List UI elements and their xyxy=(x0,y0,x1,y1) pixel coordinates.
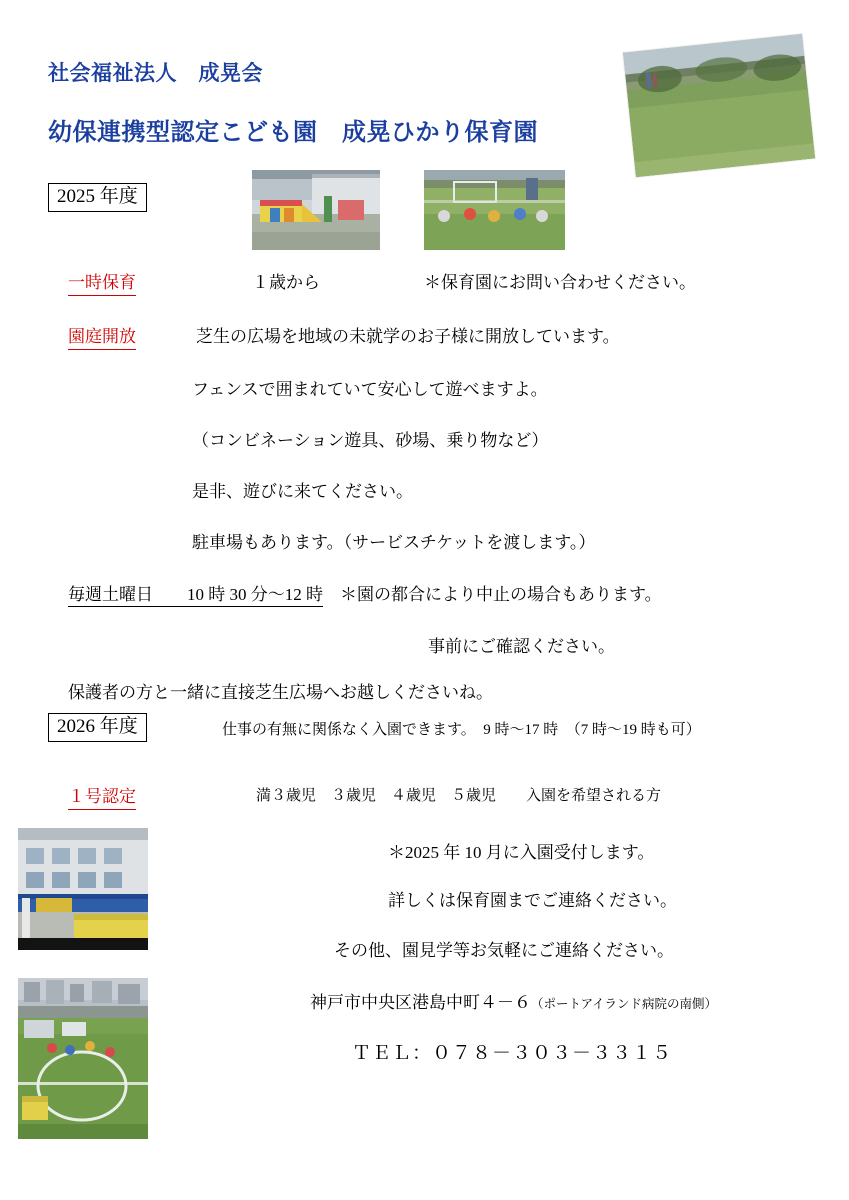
schedule-day: 毎週土曜日 xyxy=(68,585,153,607)
temporary-care-age: １歳から xyxy=(252,273,320,292)
nursery-building-photo xyxy=(18,828,148,950)
year-2026-label: 2026 年度 xyxy=(48,713,147,742)
yard-open-label: 園庭開放 xyxy=(68,322,136,350)
temporary-care-label: 一時保育 xyxy=(68,268,136,296)
schedule-note: ＊園の都合により中止の場合もあります。 xyxy=(340,585,662,604)
playground-equipment-photo xyxy=(252,170,380,250)
yard-open-closing: 保護者の方と一緒に直接芝生広場へお越しくださいね。 xyxy=(68,683,493,702)
yard-open-line-4: 是非、遊びに来てください。 xyxy=(192,482,413,501)
telephone: ＴＥＬ：０７８－３０３－３３１５ xyxy=(352,1043,673,1064)
ichigo-ages: 満３歳児 ３歳児 ４歳児 ５歳児 入園を希望される方 xyxy=(256,788,662,804)
year-2025-label: 2025 年度 xyxy=(48,183,147,212)
yard-open-line-2: フェンスで囲まれていて安心して遊べますよ。 xyxy=(192,380,548,399)
year-2026-intro: 仕事の有無に関係なく入園できます。 9 時～17 時 （7 時～19 時も可） xyxy=(222,722,701,738)
yard-open-line-5: 駐車場もあります。（サービスチケットを渡します。） xyxy=(192,533,596,552)
schedule-time: 10 時 30 分～12 時 xyxy=(187,585,323,607)
address-note: （ポートアイランド病院の南側） xyxy=(531,997,718,1011)
nursery-yard-photo xyxy=(18,978,148,1139)
org-name: 社会福祉法人 成晃会 xyxy=(48,61,263,85)
year-2026-line-3: その他、園見学等お気軽にご連絡ください。 xyxy=(334,941,674,960)
yard-open-line-1: 芝生の広場を地域の未就学のお子様に開放しています。 xyxy=(196,327,620,346)
grass-field-photo xyxy=(623,34,815,177)
page-title: 幼保連携型認定こども園 成晃ひかり保育園 xyxy=(48,120,538,146)
temporary-care-note: ＊保育園にお問い合わせください。 xyxy=(424,273,696,292)
address xyxy=(310,988,717,1013)
yard-open-schedule xyxy=(68,580,662,605)
ichigo-certification-label: １号認定 xyxy=(68,782,136,810)
yard-open-line-3: （コンビネーション遊具、砂場、乗り物など） xyxy=(192,431,549,450)
schedule-note-2: 事前にご確認ください。 xyxy=(428,637,615,656)
address-main: 神戸市中央区港島中町４－６ xyxy=(310,993,531,1012)
year-2026-line-1: ＊2025 年 10 月に入園受付します。 xyxy=(388,843,655,862)
sports-field-photo xyxy=(424,170,565,250)
year-2026-line-2: 詳しくは保育園までご連絡ください。 xyxy=(388,891,677,910)
